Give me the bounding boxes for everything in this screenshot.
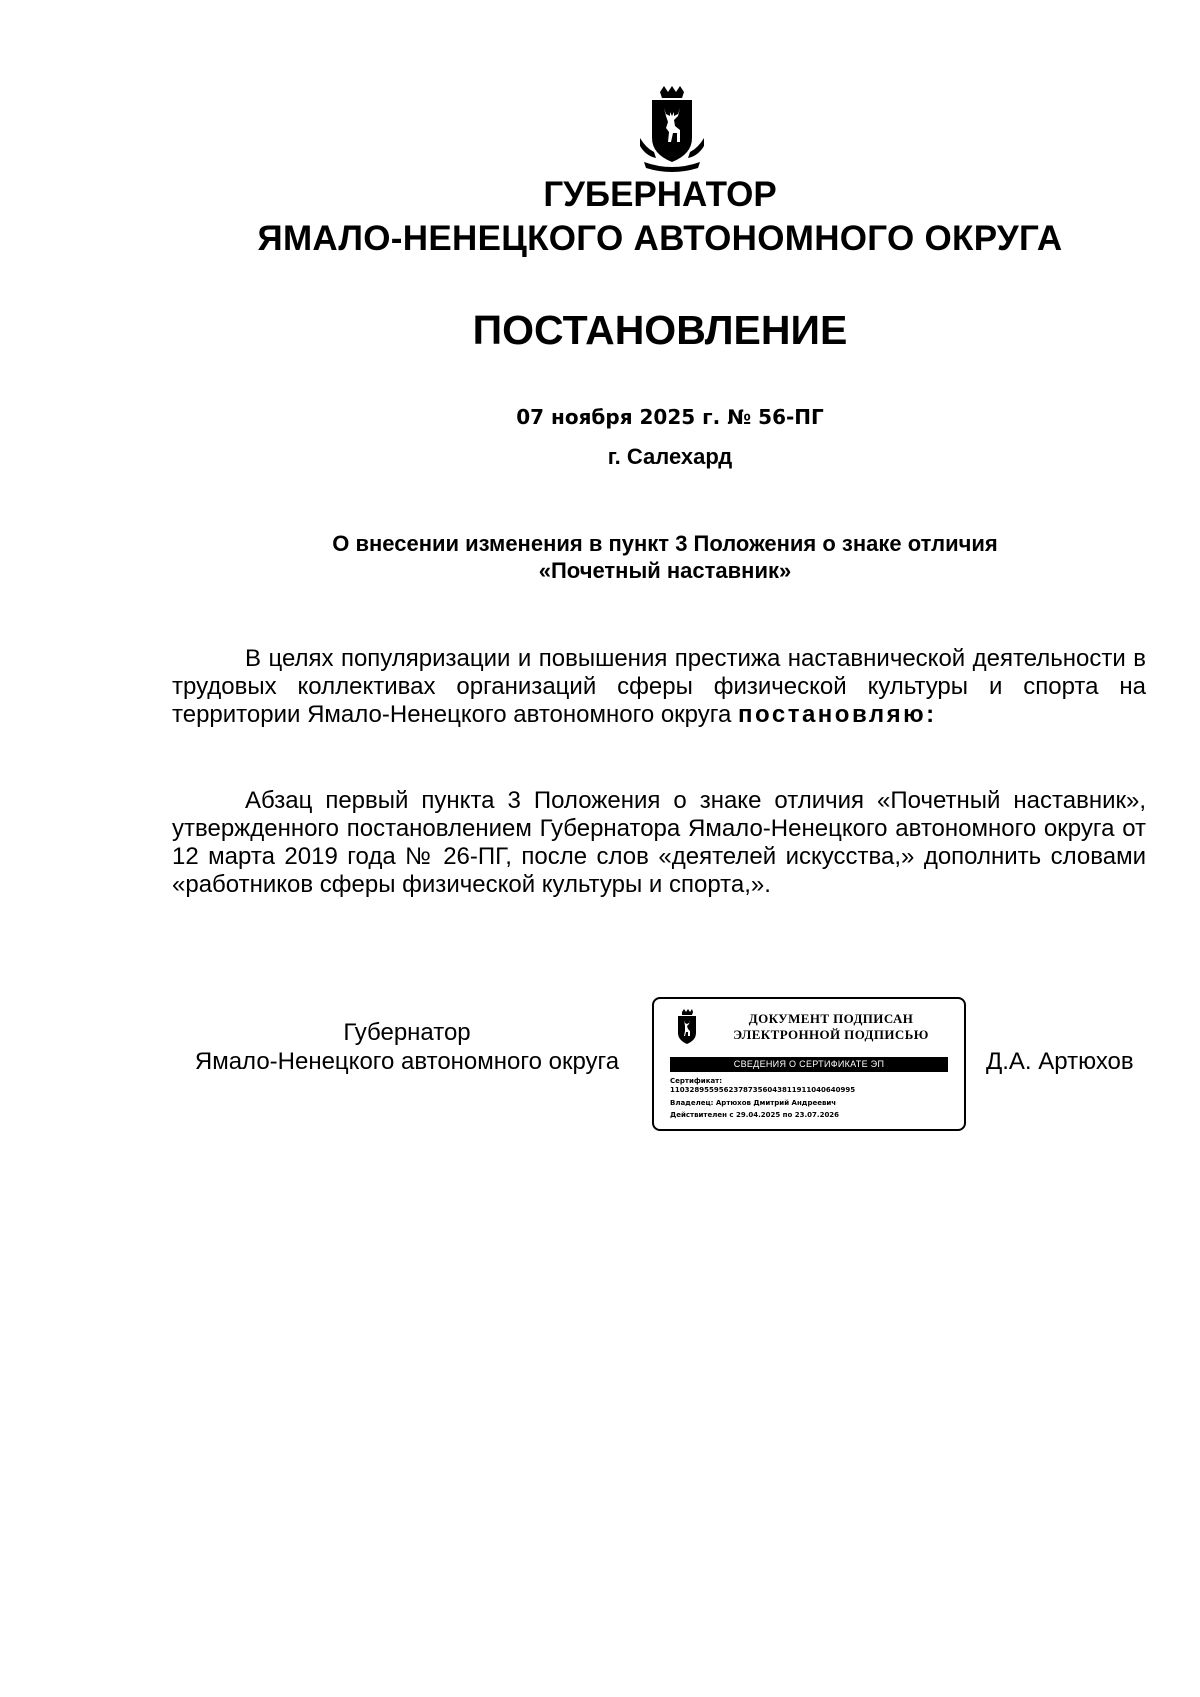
decree-word: постановляю: (738, 701, 937, 728)
signatory-position-line-2: Ямало-Ненецкого автономного округа (194, 1048, 620, 1075)
operative-paragraph: Абзац первый пункта 3 Положения о знаке отличия «Почетный наставник», утвержденного постановлением Губернатора Ямало-Ненецкого автономного округа от 12 марта 2019 года № 26-ПГ, после слов «деятелей искусства,» дополнить словами «работников сферы физической культуры и спорта,». (172, 787, 1146, 898)
date-and-number: 07 ноября 2025 г. № 56-ПГ (516, 405, 824, 429)
issuer-title: ГУБЕРНАТОР (543, 175, 777, 214)
signatory-position (172, 1018, 642, 1076)
certificate-number: 11032895595623787356043811911040640995 (670, 1086, 856, 1094)
yamal-coat-of-arms-icon (636, 86, 708, 172)
yamal-coat-of-arms-icon (672, 1009, 702, 1047)
stamp-heading-line-2: ЭЛЕКТРОННОЙ ПОДПИСЬЮ (733, 1027, 929, 1042)
certificate-validity: Действителен с 29.04.2025 по 23.07.2026 (670, 1111, 840, 1119)
stamp-heading-line-1: ДОКУМЕНТ ПОДПИСАН (748, 1011, 914, 1026)
certificate-owner: Владелец: Артюхов Дмитрий Андреевич (670, 1099, 837, 1107)
signatory-name: Д.А. Артюхов (986, 1048, 1134, 1075)
city: г. Салехард (607, 444, 733, 469)
document-subject (200, 530, 1130, 584)
stamp-heading (716, 1011, 946, 1043)
subject-line-1: О внесении изменения в пункт 3 Положения о знаке отличия (332, 531, 998, 556)
signatory-position-line-1: Губернатор (343, 1019, 471, 1046)
document-type: ПОСТАНОВЛЕНИЕ (472, 307, 848, 353)
issuer-region: ЯМАЛО-НЕНЕЦКОГО АВТОНОМНОГО ОКРУГА (257, 219, 1063, 258)
certificate-info-bar: СВЕДЕНИЯ О СЕРТИФИКАТЕ ЭП (670, 1057, 948, 1072)
preamble-text: В целях популяризации и повышения престижа наставнической деятельности в трудовых коллективах организаций сферы физической культуры и спорта на территории Ямало-Ненецкого автономного округа (172, 645, 1146, 728)
e-signature-stamp (652, 997, 966, 1131)
certificate-label: Сертификат: (670, 1077, 723, 1085)
subject-line-2: «Почетный наставник» (538, 558, 792, 583)
preamble-paragraph (172, 645, 1146, 729)
